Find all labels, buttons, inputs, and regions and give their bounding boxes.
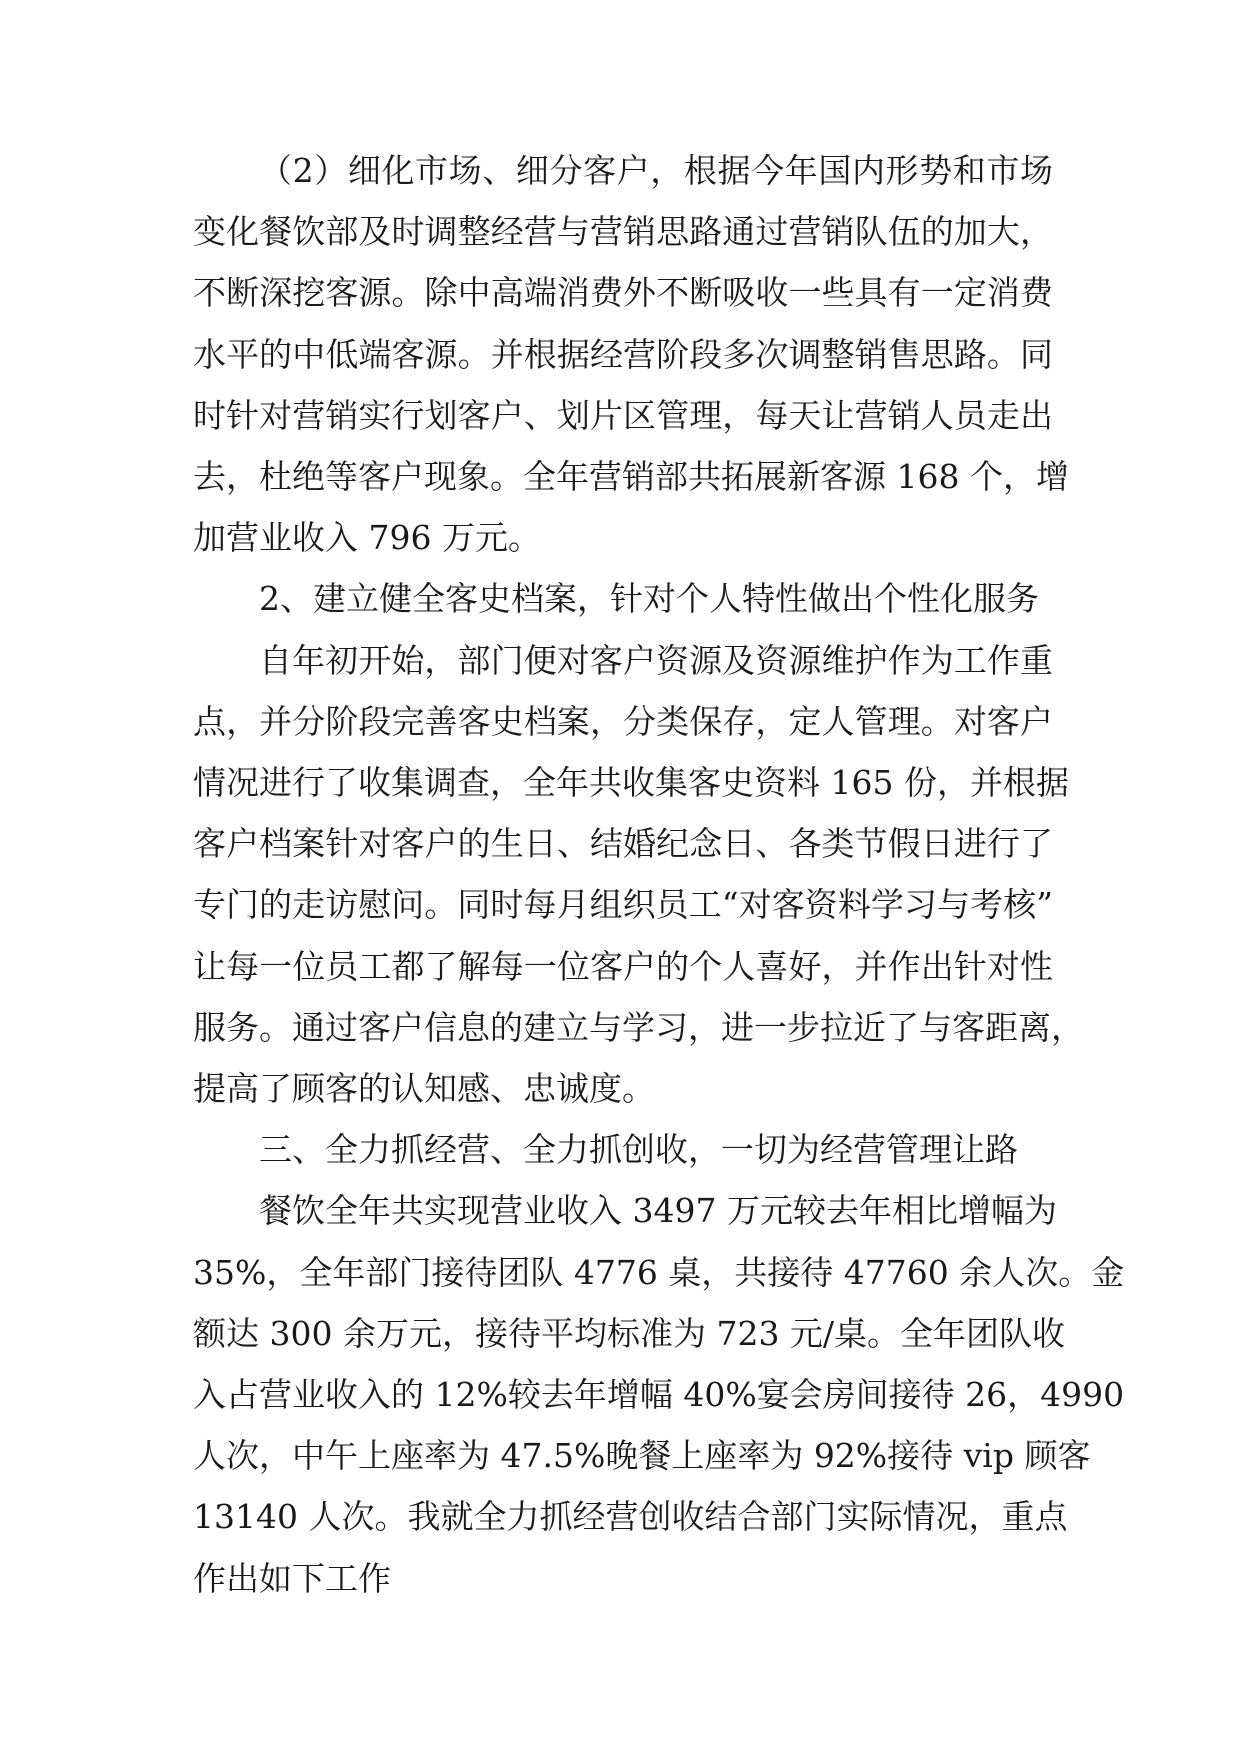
paragraph-line: 变化餐饮部及时调整经营与营销思路通过营销队伍的加大， (193, 212, 1053, 251)
paragraph-line: 水平的中低端客源。并根据经营阶段多次调整销售思路。同 (193, 335, 1053, 374)
paragraph-line: 人次，中午上座率为 47.5%晚餐上座率为 92%接待 vip 顾客 (193, 1436, 1091, 1475)
paragraph-line: 时针对营销实行划客户、划片区管理，每天让营销人员走出 (193, 396, 1053, 435)
paragraph-line: 去，杜绝等客户现象。全年营销部共拓展新客源 168 个，增 (193, 457, 1069, 496)
paragraph-line: 让每一位员工都了解每一位客户的个人喜好，并作出针对性 (193, 947, 1053, 986)
paragraph-line: 加营业收入 796 万元。 (193, 518, 541, 557)
paragraph-line: 自年初开始，部门便对客户资源及资源维护作为工作重 (259, 641, 1053, 680)
section-heading: 2、建立健全客史档案，针对个人特性做出个性化服务 (259, 579, 1039, 618)
paragraph-line: 提高了顾客的认知感、忠诚度。 (193, 1069, 655, 1108)
paragraph-line: 餐饮全年共实现营业收入 3497 万元较去年相比增幅为 (259, 1191, 1057, 1230)
paragraph-line: 服务。通过客户信息的建立与学习，进一步拉近了与客距离， (193, 1008, 1084, 1047)
paragraph-line: 额达 300 余万元，接待平均标准为 723 元/桌。全年团队收 (193, 1314, 1066, 1353)
section-heading: 三、全力抓经营、全力抓创收，一切为经营管理让路 (259, 1130, 1018, 1169)
paragraph-line: （2）细化市场、细分客户，根据今年国内形势和市场 (259, 151, 1053, 190)
paragraph-line: 点，并分阶段完善客史档案，分类保存，定人管理。对客户 (193, 702, 1053, 741)
paragraph-line: 不断深挖客源。除中高端消费外不断吸收一些具有一定消费 (193, 273, 1053, 312)
paragraph-line: 作出如下工作 (193, 1559, 391, 1598)
paragraph-line: 客户档案针对客户的生日、结婚纪念日、各类节假日进行了 (193, 824, 1053, 863)
paragraph-line: 专门的走访慰问。同时每月组织员工“对客资料学习与考核” (193, 885, 1053, 924)
paragraph-line: 13140 人次。我就全力抓经营创收结合部门实际情况，重点 (193, 1497, 1068, 1536)
paragraph-line: 35%，全年部门接待团队 4776 桌，共接待 47760 余人次。金 (193, 1253, 1125, 1292)
paragraph-line: 情况进行了收集调查，全年共收集客史资料 165 份，并根据 (193, 763, 1069, 802)
paragraph-line: 入占营业收入的 12%较去年增幅 40%宴会房间接待 26，4990 (193, 1375, 1125, 1414)
